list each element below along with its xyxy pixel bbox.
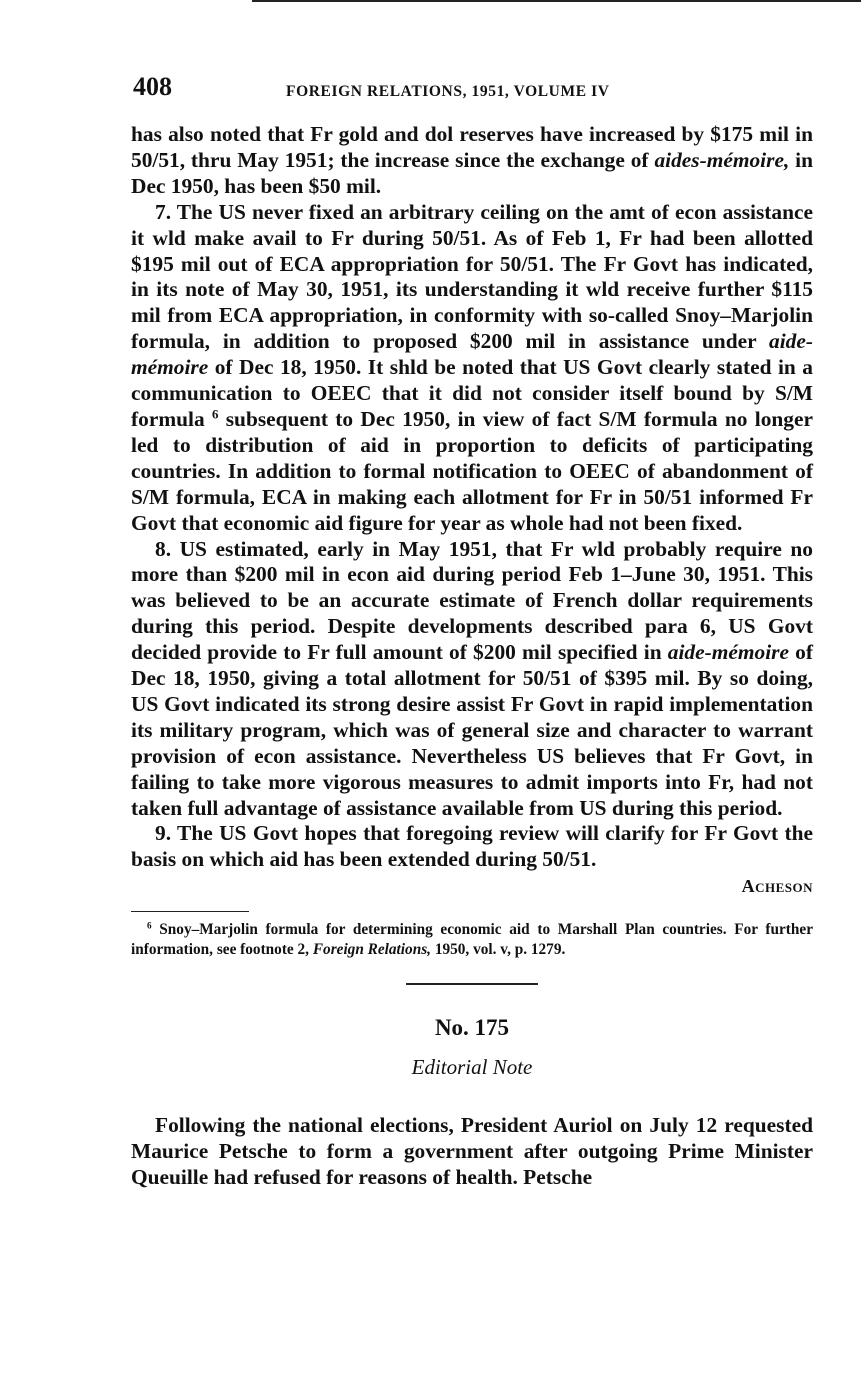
signature: Acheson: [741, 876, 813, 897]
paragraph-text: 7. The US never fixed an arbitrary ceiling on the amt of econ assistance it wld make avail to Fr during 50/51. As of Feb 1, Fr had been allotted $195 mil out of ECA appropriation for 50/51. The Fr Govt has indicated, in its note of May 30, 1951, its understanding it wld receive further $115 mil from ECA appropriation, in conformity with so-called Snoy–Marjolin formula, in addition to proposed $200 mil in assistance under: [131, 199, 813, 354]
italic-term: aides-mémoire,: [654, 147, 790, 172]
footnote-text: Snoy–Marjolin formula for determining economic aid to Marshall Plan countries. For further information, see footnote 2,: [131, 921, 813, 959]
paragraph-text: 9. The US Govt hopes that foregoing review will clarify for Fr Govt the basis on which aid has been extended during 50/51.: [131, 821, 813, 872]
section-divider: [406, 983, 538, 985]
paragraph-text: subsequent to Dec 1950, in view of fact S/M formula no longer led to distribution of aid in proportion to deficits of participating countries. In addition to formal notification to OEEC of abandonment of S/M formula, ECA in making each allotment for Fr in 50/51 informed Fr Govt that economic aid figure for year as whole had not been fixed.: [131, 406, 813, 535]
editorial-note-paragraph: Following the national elections, President Auriol on July 12 requested Maurice Petsche to form a government after outgoing Prime Minister Queuille had refused for reasons of health. Petsche: [131, 1113, 813, 1190]
top-edge-rule: [252, 0, 861, 2]
continued-paragraph: [131, 122, 813, 200]
footnote-divider: [131, 911, 249, 912]
document-page: [131, 72, 813, 1191]
paragraph-text: of Dec 18, 1950, giving a total allotment for 50/51 of $395 mil. By so doing, US Govt indicated its strong desire assist Fr Govt in rapid implementation its military program, which was of general size and character to warrant provision of econ assistance. Nevertheless US believes that Fr Govt, in failing to take more vigorous measures to admit imports into Fr, had not taken full advantage of assistance available from US during this period.: [131, 640, 813, 820]
paragraph-text: 8. US estimated, early in May 1951, that Fr wld probably require no more than $200 mil in econ aid during period Feb 1–June 30, 1951. This was believed to be an accurate estimate of French dollar requirements during this period. Despite developments described para 6, US Govt decided provide to Fr full amount of $200 mil specified in: [131, 536, 813, 665]
italic-term: aide-mémoire: [131, 329, 813, 380]
paragraph-text: of Dec 18, 1950. It shld be noted that US Govt clearly stated in a communication to OEEC that it did not consider itself bound by S/M formula: [131, 355, 813, 431]
footnote-marker: 6: [147, 920, 152, 931]
footnote-text: 1950, vol. v, p. 1279.: [431, 941, 566, 959]
paragraph-8: [131, 537, 813, 822]
paragraph-7: [131, 200, 813, 537]
footnote: [131, 920, 813, 960]
paragraph-text: in Dec 1950, has been $50 mil.: [131, 147, 814, 198]
italic-term: aide-mémoire: [667, 640, 789, 665]
paragraph-text: has also noted that Fr gold and dol reserves have increased by $175 mil in 50/51, thru May 1951; the increase since the exchange of: [131, 122, 813, 172]
footnote-reference: 6: [211, 407, 219, 422]
document-number: No. 175: [434, 1015, 510, 1041]
document-heading: Editorial Note: [411, 1055, 533, 1080]
running-header: [131, 72, 813, 106]
running-title: FOREIGN RELATIONS, 1951, VOLUME IV: [286, 83, 610, 100]
footnote-title: Foreign Relations,: [312, 941, 431, 959]
page-number: 408: [133, 72, 172, 101]
paragraph-9: [131, 821, 813, 873]
